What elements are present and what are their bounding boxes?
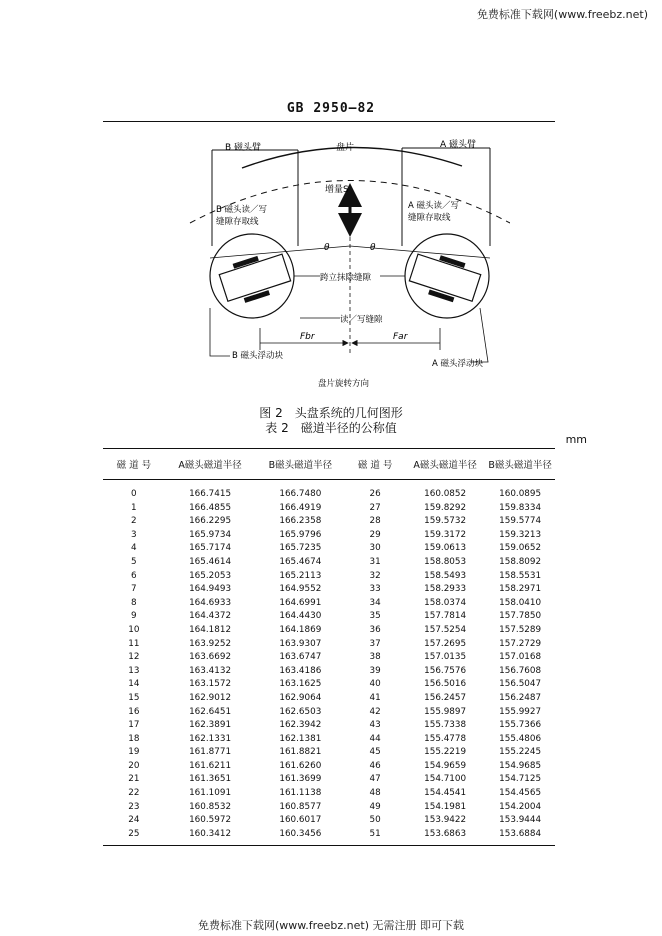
table-cell: 4 bbox=[131, 543, 137, 554]
table-cell: 25 bbox=[103, 828, 165, 846]
table-cell: 160.3412 bbox=[165, 828, 256, 846]
table-cell: 159.5732 bbox=[424, 516, 467, 527]
table-cell: 164.4372 bbox=[189, 611, 232, 622]
table-cell: 42 bbox=[369, 706, 381, 717]
table-row bbox=[103, 828, 555, 846]
a-arm-label: A 磁头臂 bbox=[440, 140, 477, 150]
header-track-no: 磁 道 号 bbox=[103, 449, 165, 480]
table-cell: 157.0168 bbox=[499, 652, 542, 663]
table-cell: 161.6260 bbox=[279, 760, 322, 771]
table-cell: 162.1381 bbox=[279, 733, 322, 744]
table-cell: 13 bbox=[128, 665, 140, 676]
table-cell: 45 bbox=[369, 747, 381, 758]
table-cell: 163.1625 bbox=[279, 679, 322, 690]
table-row bbox=[103, 597, 555, 611]
table-row bbox=[103, 610, 555, 624]
table-cell: 165.7174 bbox=[189, 543, 232, 554]
table-cell: 39 bbox=[369, 665, 381, 676]
table-cell: 160.3456 bbox=[255, 828, 345, 846]
table-row bbox=[103, 733, 555, 747]
table-cell: 41 bbox=[369, 692, 381, 703]
standard-number: GB 2950—82 bbox=[286, 101, 376, 116]
table-cell: 158.0410 bbox=[499, 597, 542, 608]
table-cell: 157.2695 bbox=[424, 638, 467, 649]
table-cell: 161.8821 bbox=[279, 747, 322, 758]
table-row bbox=[103, 638, 555, 652]
footer-text: 免费标准下载网(www.freebz.net) 无需注册 即可下载 bbox=[197, 919, 465, 932]
table-cell: 153.9422 bbox=[424, 815, 467, 826]
table-cell: 160.8577 bbox=[279, 801, 322, 812]
table-cell: 165.4674 bbox=[279, 556, 322, 567]
table-cell: 38 bbox=[369, 652, 381, 663]
table-cell: 160.0895 bbox=[499, 489, 542, 499]
table-cell: 155.4778 bbox=[424, 733, 467, 744]
table-cell: 158.8053 bbox=[424, 556, 467, 567]
table-cell: 155.2219 bbox=[424, 747, 467, 758]
table-header-row bbox=[103, 449, 555, 480]
header-a-radius-2: A磁头磁道半径 bbox=[405, 449, 485, 480]
header-track-no-2: 磁 道 号 bbox=[345, 449, 405, 480]
table-cell: 164.1812 bbox=[189, 624, 232, 635]
table-row bbox=[103, 570, 555, 584]
table-cell: 2 bbox=[131, 516, 137, 527]
table-row bbox=[103, 480, 555, 502]
table-cell: 156.7608 bbox=[499, 665, 542, 676]
table-cell: 19 bbox=[128, 747, 140, 758]
table-cell: 166.4855 bbox=[189, 502, 232, 513]
table-cell: 0 bbox=[131, 489, 137, 499]
b-gap-label-1: B 磁头读／写 bbox=[216, 205, 268, 215]
b-arm-outline bbox=[212, 150, 298, 246]
table-cell: 158.5493 bbox=[424, 570, 467, 581]
table-cell: 163.1572 bbox=[189, 679, 232, 690]
table-unit: mm bbox=[565, 433, 587, 446]
b-gap-label-2: 缝隙存取线 bbox=[216, 217, 259, 227]
table-cell: 161.6211 bbox=[189, 760, 232, 771]
table-cell: 163.9307 bbox=[279, 638, 322, 649]
table-cell: 11 bbox=[128, 638, 140, 649]
table-cell: 165.2053 bbox=[189, 570, 232, 581]
table-cell: 153.6884 bbox=[485, 828, 555, 846]
table-cell: 154.1981 bbox=[424, 801, 467, 812]
table-cell: 161.3651 bbox=[189, 774, 232, 785]
table-cell: 157.2729 bbox=[499, 638, 542, 649]
track-radius-table bbox=[103, 448, 555, 846]
table-cell: 153.6863 bbox=[405, 828, 485, 846]
table-cell: 154.4541 bbox=[424, 788, 467, 799]
table-cell: 160.6017 bbox=[279, 815, 322, 826]
table-cell: 155.9927 bbox=[499, 706, 542, 717]
table-cell: 155.9897 bbox=[424, 706, 467, 717]
table-cell: 166.7415 bbox=[189, 489, 232, 499]
table-cell: 30 bbox=[369, 543, 381, 554]
header-b-radius-2: B磁头磁道半径 bbox=[485, 449, 555, 480]
table-row bbox=[103, 814, 555, 828]
table-cell: 157.5254 bbox=[424, 624, 467, 635]
table-cell: 37 bbox=[369, 638, 381, 649]
table-cell: 20 bbox=[128, 760, 140, 771]
table-cell: 17 bbox=[128, 720, 140, 731]
table-cell: 156.7576 bbox=[424, 665, 467, 676]
table-cell: 35 bbox=[369, 611, 381, 622]
table-cell: 157.5289 bbox=[499, 624, 542, 635]
table-cell: 27 bbox=[369, 502, 381, 513]
table-cell: 162.9064 bbox=[279, 692, 322, 703]
table-cell: 162.1331 bbox=[189, 733, 232, 744]
f-br-label: Fbr bbox=[300, 332, 315, 342]
header-a-radius: A磁头磁道半径 bbox=[165, 449, 256, 480]
table-cell: 160.5972 bbox=[189, 815, 232, 826]
table-cell: 46 bbox=[369, 760, 381, 771]
table-cell: 163.4132 bbox=[189, 665, 232, 676]
table-cell: 159.0652 bbox=[499, 543, 542, 554]
table-row bbox=[103, 692, 555, 706]
table-row bbox=[103, 760, 555, 774]
table-cell: 44 bbox=[369, 733, 381, 744]
table-cell: 157.0135 bbox=[424, 652, 467, 663]
table-cell: 155.7338 bbox=[424, 720, 467, 731]
table-cell: 154.9685 bbox=[499, 760, 542, 771]
table-cell: 47 bbox=[369, 774, 381, 785]
table-cell: 155.4806 bbox=[499, 733, 542, 744]
table-cell: 157.7850 bbox=[499, 611, 542, 622]
table-cell: 154.4565 bbox=[499, 788, 542, 799]
table-cell: 165.9796 bbox=[279, 529, 322, 540]
table-cell: 160.8532 bbox=[189, 801, 232, 812]
table-cell: 161.3699 bbox=[279, 774, 322, 785]
table-row bbox=[103, 787, 555, 801]
table-cell: 156.5016 bbox=[424, 679, 467, 690]
table-cell: 164.9493 bbox=[189, 584, 232, 595]
table-cell: 24 bbox=[128, 815, 140, 826]
increase-label: 增量S bbox=[325, 185, 349, 195]
table-cell: 9 bbox=[131, 611, 137, 622]
table-cell: 50 bbox=[369, 815, 381, 826]
table-row bbox=[103, 773, 555, 787]
disk-label: 盘片 bbox=[336, 143, 355, 153]
table-cell: 23 bbox=[128, 801, 140, 812]
head-disk-geometry-figure bbox=[150, 128, 510, 390]
table-cell: 163.9252 bbox=[189, 638, 232, 649]
table-row bbox=[103, 542, 555, 556]
table-cell: 162.6503 bbox=[279, 706, 322, 717]
a-gap-label-1: A 磁头读／写 bbox=[408, 201, 460, 211]
table-cell: 158.8092 bbox=[499, 556, 542, 567]
table-row bbox=[103, 665, 555, 679]
table-cell: 163.4186 bbox=[279, 665, 322, 676]
table-row bbox=[103, 719, 555, 733]
a-slider-label: A 磁头浮动块 bbox=[432, 359, 484, 369]
table-cell: 155.2245 bbox=[499, 747, 542, 758]
table-cell: 159.3213 bbox=[499, 529, 542, 540]
table-cell: 6 bbox=[131, 570, 137, 581]
table-cell: 21 bbox=[128, 774, 140, 785]
figure-caption: 图 2 头盘系统的几何图形 bbox=[259, 406, 403, 420]
b-slider-label: B 磁头浮动块 bbox=[232, 351, 284, 361]
table-cell: 16 bbox=[128, 706, 140, 717]
theta-right-label: θ bbox=[370, 243, 376, 253]
a-head-body bbox=[407, 248, 482, 307]
table-cell: 10 bbox=[128, 624, 140, 635]
table-cell: 158.2971 bbox=[499, 584, 542, 595]
table-cell: 166.2358 bbox=[279, 516, 322, 527]
b-slider-circle bbox=[210, 234, 294, 318]
table-row bbox=[103, 801, 555, 815]
table-cell: 166.4919 bbox=[279, 502, 322, 513]
table-row bbox=[103, 624, 555, 638]
table-cell: 159.8334 bbox=[499, 502, 542, 513]
table-cell: 156.2457 bbox=[424, 692, 467, 703]
table-cell: 1 bbox=[131, 502, 137, 513]
b-head-body bbox=[217, 248, 292, 307]
table-cell: 161.8771 bbox=[189, 747, 232, 758]
table-cell: 162.6451 bbox=[189, 706, 232, 717]
table-cell: 26 bbox=[369, 489, 381, 499]
table-cell: 164.1869 bbox=[279, 624, 322, 635]
tunnel-erase-label: 跨立抹除缝隙 bbox=[320, 273, 372, 283]
table-cell: 161.1091 bbox=[189, 788, 232, 799]
table-cell: 8 bbox=[131, 597, 137, 608]
table-cell: 34 bbox=[369, 597, 381, 608]
rotation-label: 盘片旋转方向 bbox=[318, 379, 370, 389]
table-row bbox=[103, 746, 555, 760]
table-cell: 5 bbox=[131, 556, 137, 567]
table-cell: 165.9734 bbox=[189, 529, 232, 540]
table-cell: 166.2295 bbox=[189, 516, 232, 527]
table-row bbox=[103, 529, 555, 543]
table-cell: 32 bbox=[369, 570, 381, 581]
b-arm-label: B 磁头臂 bbox=[225, 143, 262, 153]
table-row bbox=[103, 651, 555, 665]
table-cell: 164.6991 bbox=[279, 597, 322, 608]
watermark-text: 免费标准下载网(www.freebz.net) bbox=[476, 8, 648, 21]
table-cell: 159.8292 bbox=[424, 502, 467, 513]
header-rule bbox=[103, 121, 555, 122]
table-cell: 164.9552 bbox=[279, 584, 322, 595]
table-cell: 163.6747 bbox=[279, 652, 322, 663]
table-cell: 7 bbox=[131, 584, 137, 595]
table-cell: 3 bbox=[131, 529, 137, 540]
table-cell: 162.3942 bbox=[279, 720, 322, 731]
table-cell: 158.0374 bbox=[424, 597, 467, 608]
table-cell: 51 bbox=[345, 828, 405, 846]
table-cell: 162.9012 bbox=[189, 692, 232, 703]
table-cell: 159.3172 bbox=[424, 529, 467, 540]
table-row bbox=[103, 678, 555, 692]
table-cell: 22 bbox=[128, 788, 140, 799]
table-cell: 160.0852 bbox=[424, 489, 467, 499]
table-cell: 29 bbox=[369, 529, 381, 540]
table-cell: 157.7814 bbox=[424, 611, 467, 622]
a-gap-label-2: 缝隙存取线 bbox=[408, 213, 451, 223]
table-cell: 162.3891 bbox=[189, 720, 232, 731]
table-cell: 165.4614 bbox=[189, 556, 232, 567]
table-row bbox=[103, 706, 555, 720]
theta-left-label: θ bbox=[324, 243, 330, 253]
table-cell: 159.5774 bbox=[499, 516, 542, 527]
table-cell: 163.6692 bbox=[189, 652, 232, 663]
table-cell: 164.6933 bbox=[189, 597, 232, 608]
table-cell: 165.7235 bbox=[279, 543, 322, 554]
a-arm-outline bbox=[402, 148, 490, 246]
table-cell: 14 bbox=[128, 679, 140, 690]
table-body bbox=[103, 480, 555, 846]
table-cell: 161.1138 bbox=[279, 788, 322, 799]
table-cell: 15 bbox=[128, 692, 140, 703]
table-cell: 159.0613 bbox=[424, 543, 467, 554]
table-cell: 165.2113 bbox=[279, 570, 322, 581]
table-cell: 33 bbox=[369, 584, 381, 595]
table-cell: 156.5047 bbox=[499, 679, 542, 690]
table-cell: 36 bbox=[369, 624, 381, 635]
table-cell: 154.2004 bbox=[499, 801, 542, 812]
table-cell: 156.2487 bbox=[499, 692, 542, 703]
header-b-radius: B磁头磁道半径 bbox=[255, 449, 345, 480]
table-cell: 40 bbox=[369, 679, 381, 690]
table-cell: 164.4430 bbox=[279, 611, 322, 622]
table-cell: 12 bbox=[128, 652, 140, 663]
table-cell: 28 bbox=[369, 516, 381, 527]
table-row bbox=[103, 515, 555, 529]
table-cell: 43 bbox=[369, 720, 381, 731]
table-row bbox=[103, 502, 555, 516]
table-cell: 31 bbox=[369, 556, 381, 567]
table-cell: 154.9659 bbox=[424, 760, 467, 771]
rw-gap-label: 读／写缝隙 bbox=[340, 315, 383, 325]
table-caption: 表 2 磁道半径的公称值 bbox=[265, 421, 397, 435]
f-ar-label: Far bbox=[393, 332, 408, 342]
table-cell: 166.7480 bbox=[279, 489, 322, 499]
table-row bbox=[103, 556, 555, 570]
table-cell: 158.5531 bbox=[499, 570, 542, 581]
table-row bbox=[103, 583, 555, 597]
table-cell: 48 bbox=[369, 788, 381, 799]
table-cell: 154.7100 bbox=[424, 774, 467, 785]
table-cell: 153.9444 bbox=[499, 815, 542, 826]
table-cell: 158.2933 bbox=[424, 584, 467, 595]
table-cell: 154.7125 bbox=[499, 774, 542, 785]
table-cell: 155.7366 bbox=[499, 720, 542, 731]
table-cell: 18 bbox=[128, 733, 140, 744]
table-cell: 49 bbox=[369, 801, 381, 812]
a-slider-circle bbox=[405, 234, 489, 318]
